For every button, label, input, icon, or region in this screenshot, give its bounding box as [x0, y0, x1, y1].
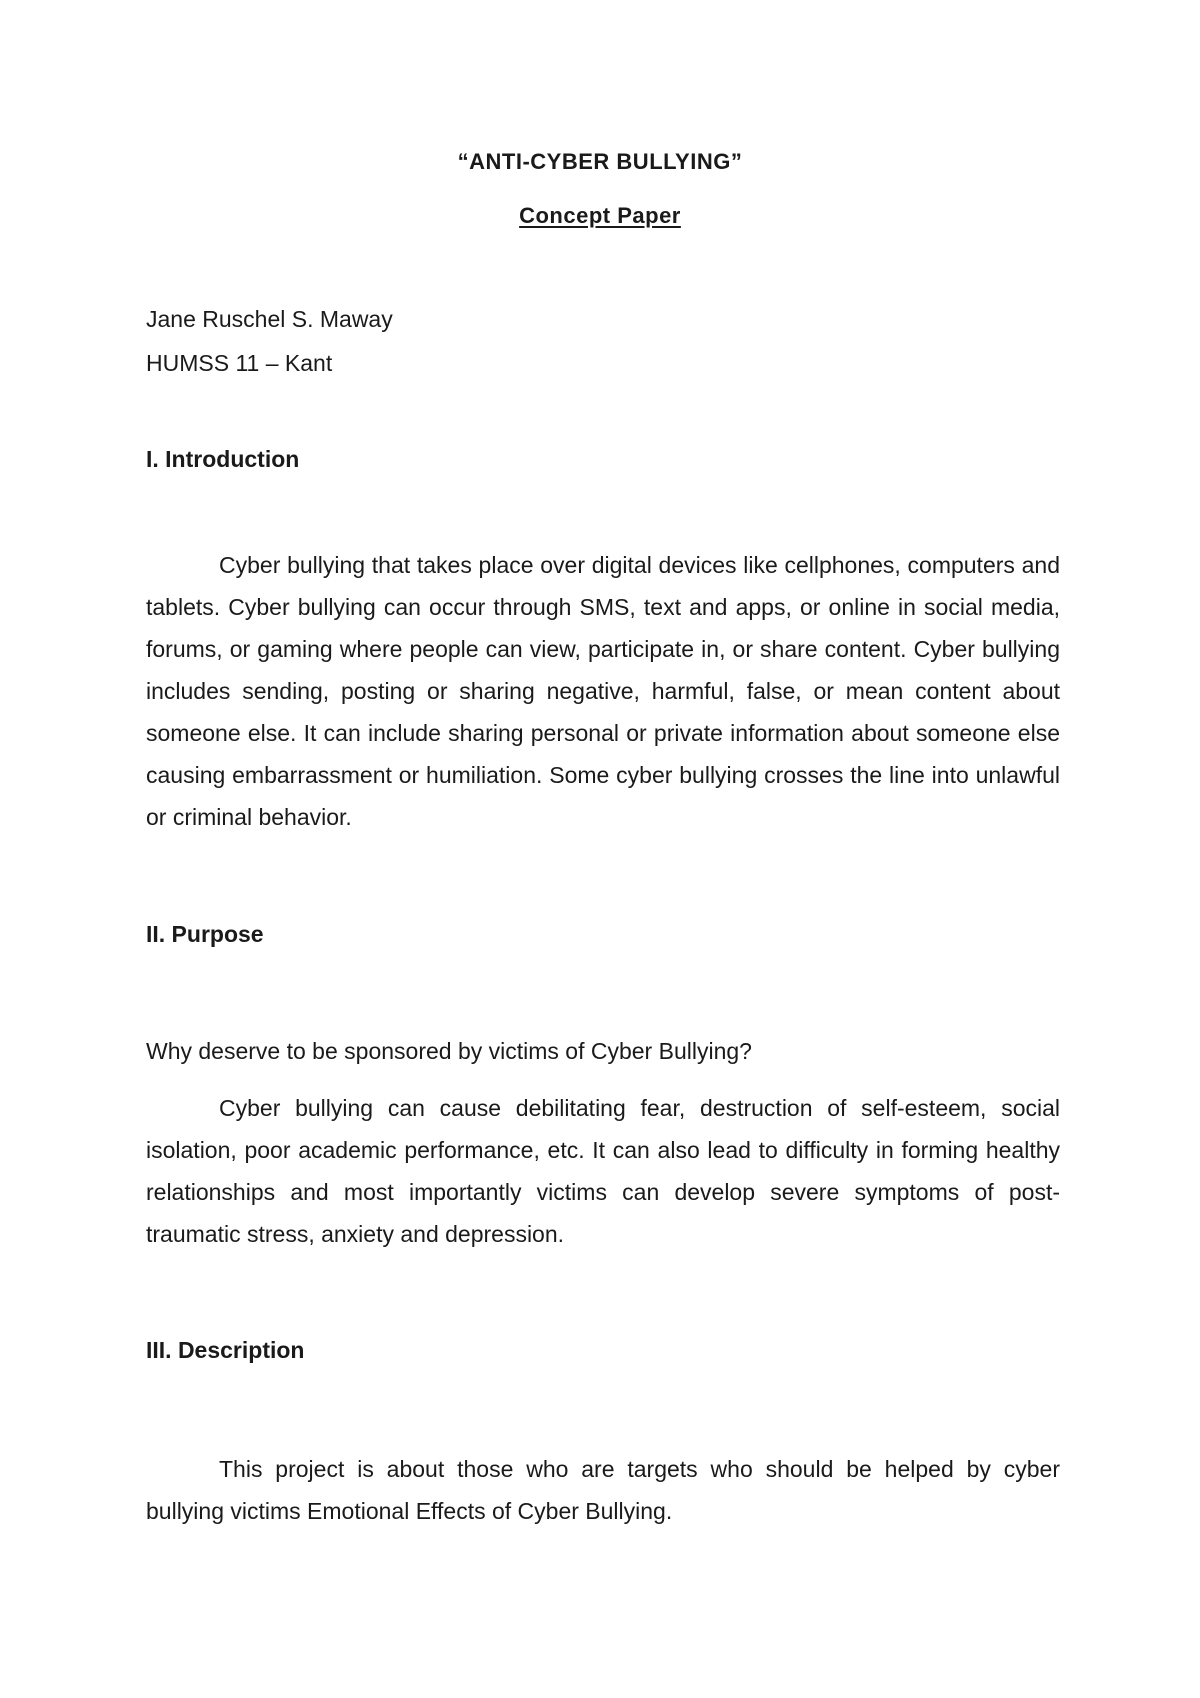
- section-heading-purpose: II. Purpose: [146, 921, 264, 947]
- section-heading-description: III. Description: [146, 1337, 305, 1363]
- class-section: HUMSS 11 – Kant: [146, 350, 333, 376]
- document-title: “ANTI-CYBER BULLYING”: [457, 149, 743, 174]
- purpose-question: Why deserve to be sponsored by victims of Cyber Bullying?: [146, 1038, 752, 1064]
- description-paragraph: This project is about those who are targets who should be helped by cyber bullying victims Emotional Effects of Cyber Bullying.: [146, 1456, 1060, 1524]
- document-subtitle: Concept Paper: [519, 203, 681, 228]
- introduction-paragraph: Cyber bullying that takes place over digital devices like cellphones, computers and tablets. Cyber bullying can occur through SMS, text and apps, or online in social media, forums, or gaming where people can view, participate in, or share content. Cyber bullying includes sending, posting or sharing negative, harmful, false, or mean content about someone else. It can include sharing personal or private information about someone else causing embarrassment or humiliation. Some cyber bullying crosses the line into unlawful or criminal behavior.: [146, 552, 1060, 830]
- purpose-paragraph: Cyber bullying can cause debilitating fear, destruction of self-esteem, social isolation, poor academic performance, etc. It can also lead to difficulty in forming healthy relationships and most importantly victims can develop severe symptoms of post-traumatic stress, anxiety and depression.: [146, 1095, 1060, 1247]
- author-name: Jane Ruschel S. Maway: [146, 306, 393, 332]
- section-heading-introduction: I. Introduction: [146, 446, 300, 472]
